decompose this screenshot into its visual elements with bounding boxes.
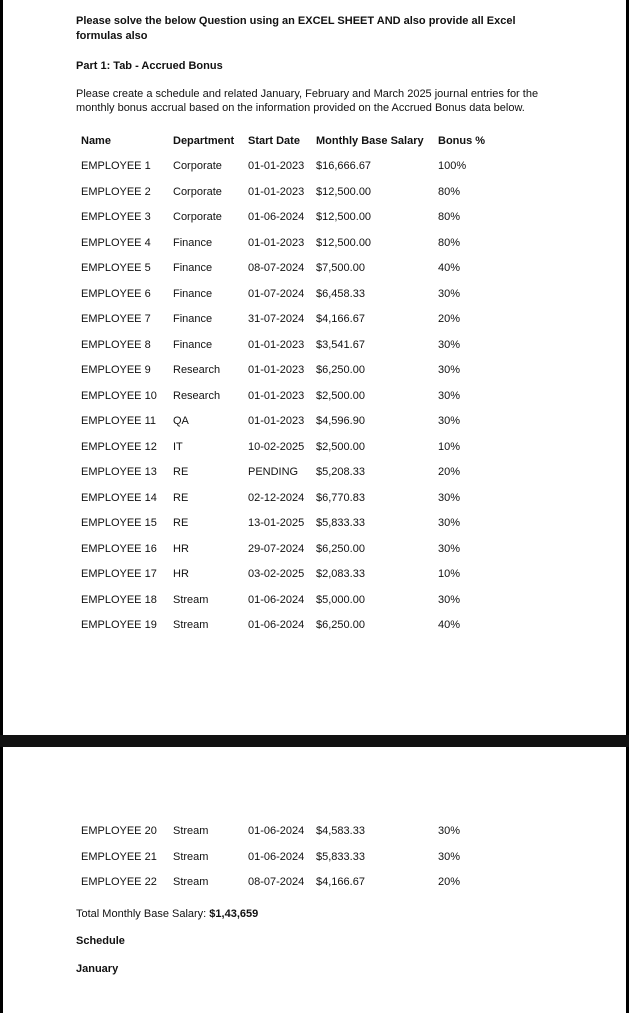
bonus-percent-cell: 10% (438, 440, 461, 453)
department-cell: Research (173, 389, 221, 402)
monthly-base-salary-cell: $5,833.33 (316, 850, 365, 863)
header-name: Name (81, 135, 111, 147)
start-date-cell: 03-02-2025 (248, 568, 305, 580)
start-date-cell: 31-07-2024 (248, 313, 305, 325)
table-row (3, 312, 626, 326)
start-date-cell: 01-06-2024 (248, 825, 305, 837)
table-row (3, 159, 626, 173)
employee-name-cell: EMPLOYEE 9 (81, 364, 151, 376)
bonus-percent-cell: 10% (438, 568, 461, 580)
department-cell: Stream (173, 876, 209, 888)
table-row (3, 465, 626, 479)
bonus-percent-cell: 30% (438, 415, 461, 427)
table-row (3, 210, 626, 224)
document-page-1 (3, 0, 626, 735)
employee-name-cell: EMPLOYEE 16 (81, 542, 157, 555)
bonus-percent-cell: 80% (438, 185, 461, 198)
total-salary-value: $1,43,659 (209, 908, 259, 920)
start-date-cell: 02-12-2024 (248, 491, 305, 504)
employee-name-cell: EMPLOYEE 13 (81, 466, 157, 478)
department-cell: Corporate (173, 185, 222, 198)
start-date-cell: 13-01-2025 (248, 517, 305, 529)
monthly-base-salary-cell: $6,458.33 (316, 287, 365, 300)
bonus-percent-cell: 40% (438, 262, 461, 274)
employee-name-cell: EMPLOYEE 14 (81, 491, 157, 504)
monthly-base-salary-cell: $4,166.67 (316, 313, 365, 325)
employee-name-cell: EMPLOYEE 4 (81, 236, 151, 249)
department-cell: Stream (173, 593, 209, 606)
header-department: Department (173, 135, 235, 147)
monthly-base-salary-cell: $2,500.00 (316, 440, 365, 453)
employee-name-cell: EMPLOYEE 22 (81, 876, 157, 888)
monthly-base-salary-cell: $2,500.00 (316, 389, 365, 402)
start-date-cell: 08-07-2024 (248, 262, 305, 274)
employee-name-cell: EMPLOYEE 10 (81, 389, 157, 402)
employee-name-cell: EMPLOYEE 19 (81, 619, 157, 631)
table-row (3, 185, 626, 199)
total-salary-line (76, 908, 258, 920)
department-cell: Finance (173, 262, 213, 274)
start-date-cell: 01-06-2024 (248, 593, 305, 606)
monthly-base-salary-cell: $4,583.33 (316, 825, 365, 837)
table-row (3, 338, 626, 352)
department-cell: Finance (173, 236, 213, 249)
start-date-cell: 01-01-2023 (248, 185, 305, 198)
bonus-percent-cell: 20% (438, 313, 461, 325)
table-row (3, 261, 626, 275)
department-cell: Corporate (173, 160, 222, 172)
monthly-base-salary-cell: $6,250.00 (316, 619, 365, 631)
table-row (3, 516, 626, 530)
bonus-percent-cell: 20% (438, 466, 461, 478)
table-row (3, 542, 626, 556)
table-row (3, 287, 626, 301)
monthly-base-salary-cell: $12,500.00 (316, 236, 372, 249)
page-divider (0, 735, 629, 747)
monthly-base-salary-cell: $12,500.00 (316, 211, 372, 223)
header-monthly-base-salary: Monthly Base Salary (316, 135, 424, 147)
monthly-base-salary-cell: $2,083.33 (316, 568, 365, 580)
monthly-base-salary-cell: $7,500.00 (316, 262, 365, 274)
department-cell: Finance (173, 338, 213, 351)
employee-name-cell: EMPLOYEE 2 (81, 185, 151, 198)
question-heading: Please solve the below Question using an EXCEL SHEET AND also provide all Excel formulas also (76, 15, 516, 42)
schedule-heading: Schedule (76, 935, 125, 947)
employee-name-cell: EMPLOYEE 1 (81, 160, 151, 172)
start-date-cell: 01-01-2023 (248, 415, 305, 427)
department-cell: Stream (173, 825, 209, 837)
monthly-base-salary-cell: $6,250.00 (316, 542, 365, 555)
employee-name-cell: EMPLOYEE 12 (81, 440, 157, 453)
january-heading: January (76, 963, 119, 975)
monthly-base-salary-cell: $4,166.67 (316, 876, 365, 888)
header-start-date: Start Date (248, 135, 300, 147)
bonus-percent-cell: 30% (438, 542, 461, 555)
start-date-cell: 29-07-2024 (248, 542, 305, 555)
bonus-percent-cell: 40% (438, 619, 461, 631)
table-header (3, 134, 626, 148)
table-row (3, 875, 626, 889)
employee-name-cell: EMPLOYEE 18 (81, 593, 157, 606)
table-row (3, 567, 626, 581)
table-row (3, 414, 626, 428)
monthly-base-salary-cell: $6,250.00 (316, 364, 365, 376)
start-date-cell: 01-06-2024 (248, 211, 305, 223)
table-row (3, 363, 626, 377)
table-row (3, 491, 626, 505)
start-date-cell: PENDING (248, 466, 299, 478)
header-bonus-percent: Bonus % (438, 135, 486, 147)
table-row (3, 618, 626, 632)
bonus-percent-cell: 30% (438, 825, 461, 837)
department-cell: IT (173, 440, 183, 453)
start-date-cell: 01-01-2023 (248, 236, 305, 249)
monthly-base-salary-cell: $5,833.33 (316, 517, 365, 529)
bonus-percent-cell: 30% (438, 364, 461, 376)
start-date-cell: 10-02-2025 (248, 440, 305, 453)
table-row (3, 389, 626, 403)
bonus-percent-cell: 30% (438, 287, 461, 300)
start-date-cell: 01-01-2023 (248, 389, 305, 402)
department-cell: Stream (173, 850, 209, 863)
bonus-percent-cell: 30% (438, 850, 461, 863)
monthly-base-salary-cell: $4,596.90 (316, 415, 365, 427)
employee-name-cell: EMPLOYEE 15 (81, 517, 157, 529)
employee-name-cell: EMPLOYEE 17 (81, 568, 157, 580)
monthly-base-salary-cell: $5,000.00 (316, 593, 365, 606)
department-cell: HR (173, 542, 189, 555)
table-row (3, 440, 626, 454)
part-title: Part 1: Tab - Accrued Bonus (76, 60, 223, 72)
department-cell: Finance (173, 287, 213, 300)
employee-name-cell: EMPLOYEE 5 (81, 262, 151, 274)
bonus-percent-cell: 80% (438, 236, 461, 249)
department-cell: Stream (173, 619, 209, 631)
document-page-2 (3, 747, 626, 1013)
start-date-cell: 01-01-2023 (248, 338, 305, 351)
table-row (3, 236, 626, 250)
employee-name-cell: EMPLOYEE 6 (81, 287, 151, 300)
bonus-percent-cell: 30% (438, 491, 461, 504)
total-salary-label: Total Monthly Base Salary: (76, 908, 210, 920)
employee-name-cell: EMPLOYEE 3 (81, 211, 151, 223)
intro-paragraph: Please create a schedule and related January, February and March 2025 journal entries for the monthly bonus accrual based on the information provided on the Accrued Bonus data below. (76, 88, 539, 114)
department-cell: Finance (173, 313, 213, 325)
table-row (3, 824, 626, 838)
department-cell: RE (173, 466, 189, 478)
table-row (3, 593, 626, 607)
employee-name-cell: EMPLOYEE 7 (81, 313, 151, 325)
start-date-cell: 01-01-2023 (248, 160, 305, 172)
monthly-base-salary-cell: $5,208.33 (316, 466, 365, 478)
bonus-percent-cell: 80% (438, 211, 461, 223)
monthly-base-salary-cell: $3,541.67 (316, 338, 365, 351)
employee-name-cell: EMPLOYEE 20 (81, 825, 157, 837)
bonus-percent-cell: 20% (438, 876, 461, 888)
monthly-base-salary-cell: $16,666.67 (316, 160, 372, 172)
start-date-cell: 01-07-2024 (248, 287, 305, 300)
department-cell: HR (173, 568, 189, 580)
department-cell: Corporate (173, 211, 222, 223)
table-row (3, 850, 626, 864)
department-cell: RE (173, 491, 189, 504)
start-date-cell: 01-01-2023 (248, 364, 305, 376)
bonus-percent-cell: 30% (438, 389, 461, 402)
department-cell: RE (173, 517, 189, 529)
bonus-percent-cell: 100% (438, 160, 467, 172)
start-date-cell: 01-06-2024 (248, 619, 305, 631)
employee-name-cell: EMPLOYEE 11 (81, 415, 156, 427)
start-date-cell: 08-07-2024 (248, 876, 305, 888)
department-cell: Research (173, 364, 221, 376)
monthly-base-salary-cell: $12,500.00 (316, 185, 372, 198)
start-date-cell: 01-06-2024 (248, 850, 305, 863)
department-cell: QA (173, 415, 189, 427)
monthly-base-salary-cell: $6,770.83 (316, 491, 365, 504)
bonus-percent-cell: 30% (438, 338, 461, 351)
employee-name-cell: EMPLOYEE 8 (81, 338, 151, 351)
employee-name-cell: EMPLOYEE 21 (81, 850, 157, 863)
bonus-percent-cell: 30% (438, 593, 461, 606)
bonus-percent-cell: 30% (438, 517, 461, 529)
